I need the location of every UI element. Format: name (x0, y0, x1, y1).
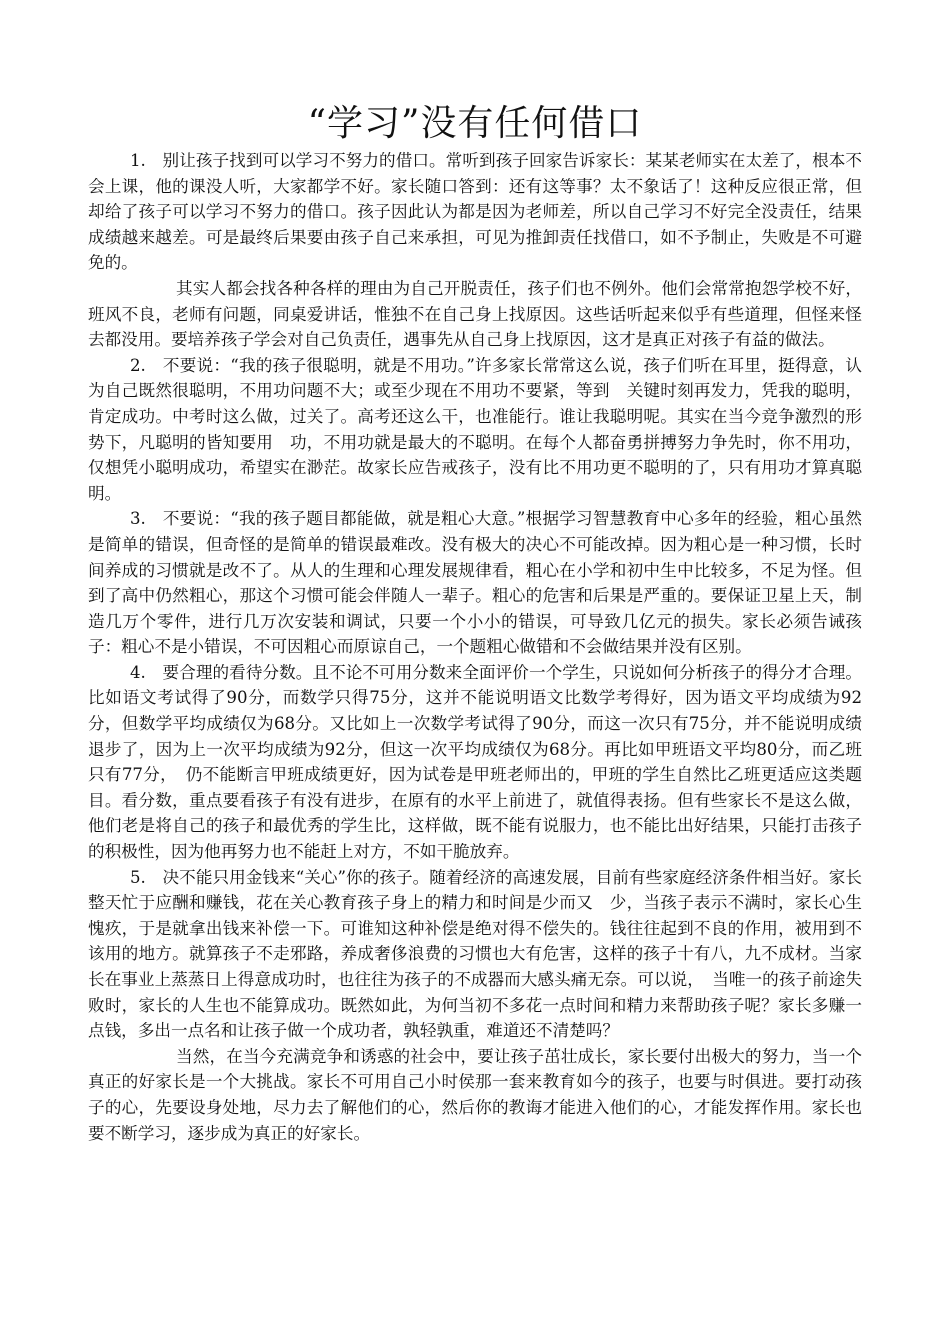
paragraph-3: 3. 不要说：“我的孩子题目都能做，就是粗心大意。”根据学习智慧教育中心多年的经验，粗心虽然是简单的错误，但奇怪的是简单的错误最难改。没有极大的决心不可能改掉。因为粗心是一种习惯，长时间养成的习惯就是改不了。从人的生理和心理发展规律看，粗心在小学和初中生中比较多，不足为怪。但到了高中仍然粗心，那这个习惯可能会伴随人一辈子。粗心的危害和后果是严重的。要保证卫星上天，制造几万个零件，进行几万次安装和调试，只要一个小小的错误，可导致几亿元的损失。家长必须告诫孩子：粗心不是小错误，不可因粗心而原谅自己，一个题粗心做错和不会做结果并没有区别。 (88, 509, 862, 657)
paragraph-conclusion: 当然，在当今充满竞争和诱惑的社会中，要让孩子茁壮成长，家长要付出极大的努力，当一个真正的好家长是一个大挑战。家长不可用自己小时侯那一套来教育如今的孩子，也要与时俱进。要打动孩子的心，先要设身处地，尽力去了解他们的心，然后你的教诲才能进入他们的心，才能发挥作用。家长也要不断学习，逐步成为真正的好家长。 (88, 1046, 862, 1143)
paragraph-1-continued: 其实人都会找各种各样的理由为自己开脱责任，孩子们也不例外。他们会常常抱怨学校不好，班风不良，老师有问题，同桌爱讲话，惟独不在自己身上找原因。这些话听起来似乎有些道理，但怪来怪去都没用。要培养孩子学会对自己负责任，遇事先从自己身上找原因，这才是真正对孩子有益的做法。 (88, 278, 862, 350)
paragraph-1: 1. 别让孩子找到可以学习不努力的借口。常听到孩子回家告诉家长：某某老师实在太差了，根本不会上课，他的课没人听，大家都学不好。家长随口答到：还有这等事？太不象话了！这种反应很正常，但却给了孩子可以学习不努力的借口。孩子因此认为都是因为老师差，所以自己学习不好完全没责任，结果成绩越来越差。可是最终后果要由孩子自己来承担，可见为推卸责任找借口，如不予制止，失败是不可避免的。 (88, 151, 862, 273)
document-title: “学习”没有任何借口 (307, 103, 643, 144)
paragraph-2: 2. 不要说：“我的孩子很聪明，就是不用功。”许多家长常常这么说，孩子们听在耳里，挺得意，认为自己既然很聪明，不用功问题不大；或至少现在不用功不要紧，等到 关键时刻再发力，凭我的聪明，肯定成功。中考时这么做，过关了。高考还这么干，也准能行。谁让我聪明呢。其实在当今竞争激烈的形势下，凡聪明的皆知要用 功，不用功就是最大的不聪明。在每个人都奋勇拼搏努力争先时，你不用功，仅想凭小聪明成功，希望实在渺茫。故家长应告戒孩子，没有比不用功更不聪明的了，只有用功才算真聪明。 (88, 355, 862, 503)
paragraph-4: 4. 要合理的看待分数。且不论不可用分数来全面评价一个学生，只说如何分析孩子的得分才合理。比如语文考试得了90分，而数学只得75分，这并不能说明语文比数学考得好，因为语文平均成绩为92分，但数学平均成绩仅为68分。又比如上一次数学考试得了90分，而这一次只有75分，并不能说明成绩退步了，因为上一次平均成绩为92分，但这一次平均成绩仅为68分。再比如甲班语文平均80分，而乙班只有77分， 仍不能断言甲班成绩更好，因为试卷是甲班老师出的，甲班的学生自然比乙班更适应这类题目。看分数，重点要看孩子有没有进步，在原有的水平上前进了，就值得表扬。但有些家长不是这么做，他们老是将自己的孩子和最优秀的学生比，这样做，既不能有说服力，也不能比出好结果，只能打击孩子的积极性，因为他再努力也不能赶上对方，不如干脆放弃。 (88, 662, 862, 862)
document-page (88, 100, 862, 1146)
paragraph-5: 5. 决不能只用金钱来“关心”你的孩子。随着经济的高速发展，目前有些家庭经济条件相当好。家长整天忙于应酬和赚钱，花在关心教育孩子身上的精力和时间是少而又 少，当孩子表示不满时，家长心生愧疚，于是就拿出钱来补偿一下。可谁知这种补偿是绝对得不偿失的。钱往往起到不良的作用，被用到不该用的地方。就算孩子不走邪路，养成奢侈浪费的习惯也大有危害，这样的孩子十有八，九不成材。当家长在事业上蒸蒸日上得意成功时，也往往为孩子的不成器而大感头痛无奈。可以说， 当唯一的孩子前途失败时，家长的人生也不能算成功。既然如此，为何当初不多花一点时间和精力来帮助孩子呢？家长多赚一点钱，多出一点名和让孩子做一个成功者，孰轻孰重，难道还不清楚吗？ (88, 867, 862, 1041)
